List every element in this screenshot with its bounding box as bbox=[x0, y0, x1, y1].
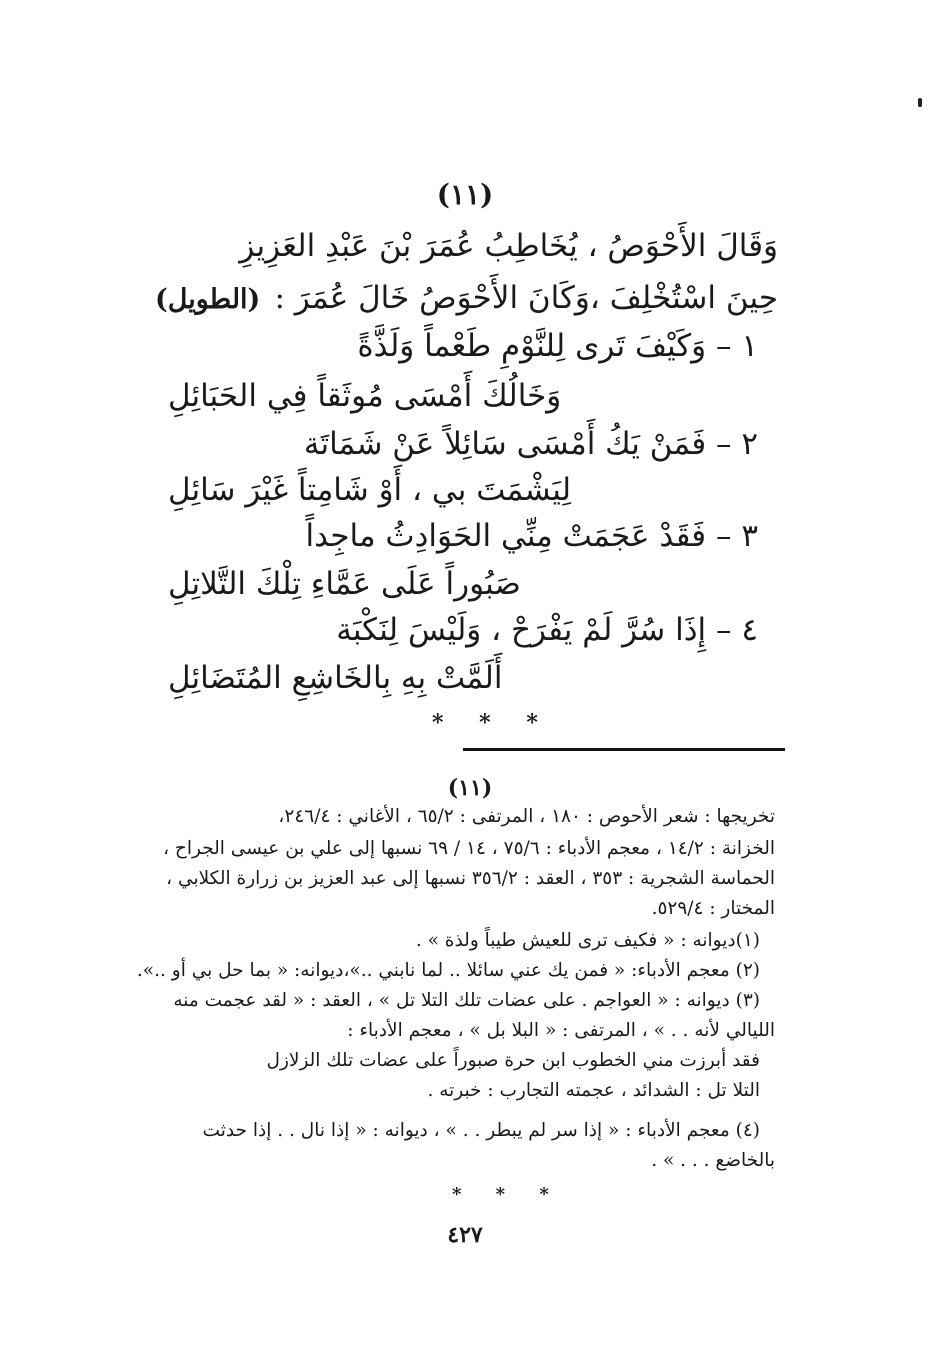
footnote-line: (١)ديوانه : « فكيف ترى للعيش طيباً ولذة » . bbox=[415, 930, 760, 951]
footnote-line: التلا تل : الشدائد ، عجمته التجارب : خبرته . bbox=[427, 1080, 760, 1101]
footnote-line: الليالي لأنه . . » ، المرتفى : « البلا بل » ، معجم الأدباء : bbox=[347, 1020, 775, 1041]
footnote-line: (٣) ديوانه : « العواجم . على عضات تلك التلا تل » ، العقد : « لقد عجمت منه bbox=[173, 990, 760, 1011]
poem-intro-line-2: حِينَ اسْتُخْلِفَ ،وَكَانَ الأَحْوَصُ خَالَ عُمَرَ : bbox=[274, 280, 778, 316]
footnote-line: الخزانة : ١٤/٢ ، معجم الأدباء : ٧٥/٦ ، ١٤ / ٦٩ نسبها إلى علي بن عيسى الجراح ، bbox=[163, 838, 775, 859]
page-number: ٤٢٧ bbox=[447, 1222, 483, 1248]
verse-3-first-hemistich: ٣ – فَقَدْ عَجَمَتْ مِنِّي الحَوَادِثُ ماجِداً bbox=[305, 518, 758, 554]
verse-4-second-hemistich: أَلَمَّتْ بِهِ بِالخَاشِعِ المُتَضَائِلِ bbox=[168, 660, 503, 696]
poem-meter: (الطويل) bbox=[155, 284, 261, 315]
footnote-verse: فقد أبرزت مني الخطوب ابن حرة صبوراً على عضات تلك الزلازل bbox=[266, 1050, 760, 1071]
poem-number: (١١) bbox=[436, 178, 494, 211]
verse-3-second-hemistich: صَبُوراً عَلَى عَمَّاءِ تِلْكَ التَّلاتِلِ bbox=[168, 566, 521, 602]
footnote-line: بالخاضع . . . » . bbox=[651, 1150, 775, 1171]
poem-separator: * * * bbox=[432, 710, 552, 736]
footnote-line: المختار : ٥٢٩/٤. bbox=[651, 898, 775, 919]
footnote-line: الحماسة الشجرية : ٣٥٣ ، العقد : ٣٥٦/٢ نسبها إلى عبد العزيز بن زرارة الكلابي ، bbox=[166, 868, 775, 889]
footnote-line: (٢) معجم الأدباء: « فمن يك عني سائلا .. لما نابني ..»،ديوانه: « بما حل بي أو ..». bbox=[136, 960, 760, 981]
verse-2-first-hemistich: ٢ – فَمَنْ يَكُ أَمْسَى سَائِلاً عَنْ شَمَاتَة bbox=[303, 426, 758, 462]
footnote-line: تخريجها : شعر الأحوص : ١٨٠ ، المرتفى : ٦٥/٢ ، الأغاني : ٢٤٦/٤، bbox=[278, 806, 775, 827]
verse-1-first-hemistich: ١ – وَكَيْفَ تَرى لِلنَّوْمِ طَعْماً وَلَذَّةً bbox=[357, 328, 758, 364]
verse-1-second-hemistich: وَخَالُكَ أَمْسَى مُوثَقاً فِي الحَبَائِلِ bbox=[168, 378, 562, 414]
footnote-line: (٤) معجم الأدباء : « إذا سر لم يبطر . . » ، ديوانه : « إذا نال . . إذا حدثت bbox=[202, 1120, 760, 1141]
footnote-number: (١١) bbox=[447, 775, 493, 801]
verse-2-second-hemistich: لِيَشْمَتَ بي ، أَوْ شَامِتاً غَيْرَ سَائِلِ bbox=[168, 472, 572, 508]
footnote-rule bbox=[463, 748, 785, 751]
margin-mark bbox=[918, 98, 922, 107]
footnote-separator: * * * bbox=[452, 1184, 563, 1205]
poem-intro-line-1: وَقَالَ الأَحْوَصُ ، يُخَاطِبُ عُمَرَ بْنَ عَبْدِ العَزِيزِ bbox=[239, 228, 778, 264]
verse-4-first-hemistich: ٤ – إِذَا سُرَّ لَمْ يَفْرَحْ ، وَلَيْسَ لِنَكْبَة bbox=[336, 612, 758, 648]
